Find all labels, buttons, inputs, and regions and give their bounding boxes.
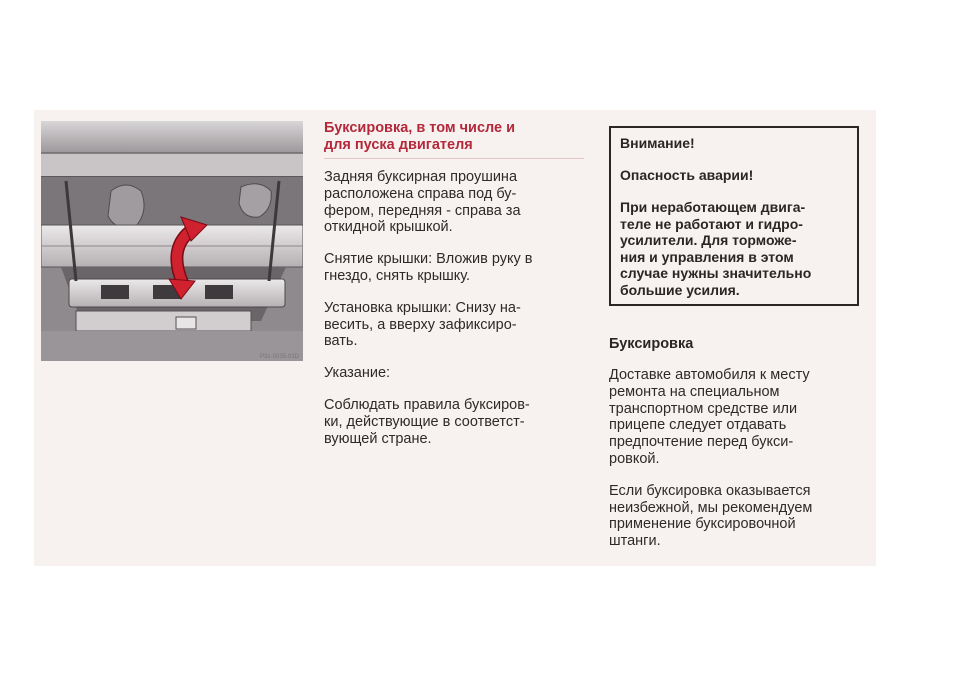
tow-eye-illustration	[41, 121, 303, 361]
paragraph-transport-preference: Доставке автомобиля к месту ремонта на специальном транспортном средстве или прицепе следует отдавать предпочтение перед букси- ровкой.	[609, 367, 810, 467]
warning-body: При неработающем двига- теле не работают и гидро- усилители. Для торможе- ния и управления в этом случае нужны значительно большие усилия.	[620, 199, 812, 298]
warning-subtitle: Опасность аварии!	[620, 167, 754, 183]
paragraph-tow-bar-recommendation: Если буксировка оказывается неизбежной, мы рекомендуем применение буксировочной штанги.	[609, 482, 813, 550]
paragraph-note-text: Соблюдать правила буксиров- ки, действующие в соответст- вующей стране.	[324, 396, 530, 447]
paragraph-cover-install: Установка крышки: Снизу на- весить, а вверху зафиксиро- вать.	[324, 299, 521, 350]
figure-code: P31-0035-01D	[259, 354, 299, 360]
bumper-drawing	[41, 121, 303, 361]
towing-heading: Буксировка	[609, 336, 694, 352]
manual-page	[34, 110, 876, 566]
towing-section	[609, 336, 864, 565]
section-heading: Буксировка, в том числе и для пуска двигателя	[324, 120, 584, 159]
paragraph-note-label: Указание:	[324, 365, 391, 382]
paragraph-tow-eye-location: Задняя буксирная проушина расположена справа под бу- фером, передняя - справа за откидной крышкой.	[324, 169, 521, 236]
towing-start-section	[324, 120, 584, 462]
paragraph-cover-removal: Снятие крышки: Вложив руку в гнездо, снять крышку.	[324, 251, 533, 284]
warning-title: Внимание!	[620, 135, 695, 151]
warning-box	[609, 126, 859, 306]
